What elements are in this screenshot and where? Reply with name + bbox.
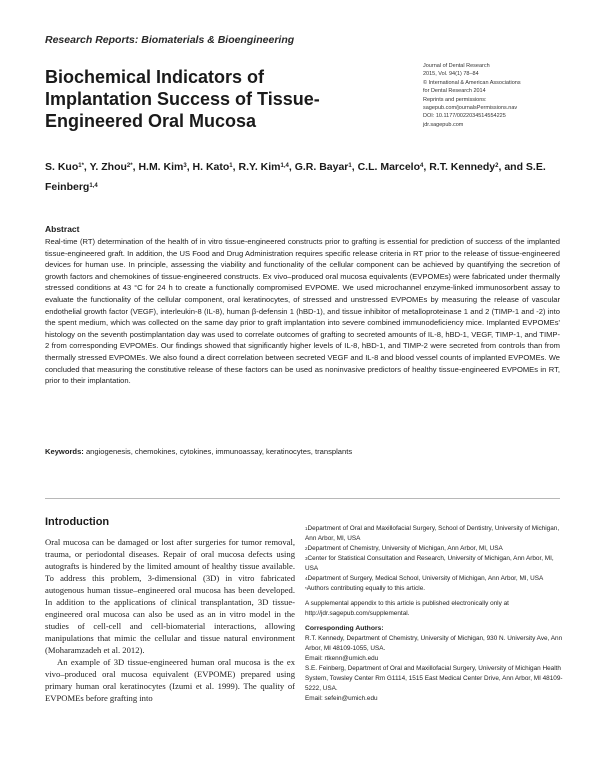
section-label: Research Reports: Biomaterials & Bioengineering bbox=[45, 34, 295, 46]
corresponding-email[interactable]: Email: sefein@umich.edu bbox=[305, 695, 378, 702]
meta-doi[interactable]: DOI: 10.1177/0022034514554225 bbox=[423, 113, 506, 120]
keywords-label: Keywords: bbox=[45, 447, 84, 456]
affiliation: $^4$Department of Surgery, Medical School, University of Michigan, Ann Arbor, MI, USA bbox=[305, 575, 544, 582]
supplemental-note: A supplemental appendix to this article is published electronically only at http://jdr.sagepub.com/supplemental. bbox=[305, 600, 509, 617]
corresponding-email[interactable]: Email: rtkenn@umich.edu bbox=[305, 655, 379, 662]
meta-volume: 2015, Vol. 94(1) 78–84 bbox=[423, 71, 479, 78]
meta-reprints: Reprints and permissions: bbox=[423, 96, 487, 103]
author: H.M. Kim$^3$ bbox=[138, 161, 187, 173]
author: C.L. Marcelo$^4$ bbox=[357, 161, 424, 173]
intro-paragraph: Oral mucosa can be damaged or lost after surgeries for tumor removal, trauma, or periodontal diseases. Repair of oral mucosa defects using autografts is hindered by the limited amount of healthy tissue available. To address this problem, 3-dimensional (3D) in vitro fabricated autogenous human tissue–engineered oral mucosa has been developed. In addition to the applications of clinical transplantation, 3D tissue-engineered oral mucosa can also be used as an in vitro model in the studies of cell-cell and cell-biomaterial interactions, allowing manipulations that mimic the cellular and tissue natural environment (Moharamzadeh et al. 2012). bbox=[45, 537, 295, 655]
article-title: Biochemical Indicators of Implantation Success of Tissue-Engineered Oral Mucosa bbox=[45, 67, 320, 131]
section-divider bbox=[45, 498, 560, 499]
intro-paragraph: An example of 3D tissue-engineered human oral mucosa is the ex vivo–produced oral mucosa equivalent (EVPOME) prepared using primary human oral keratinocytes (Izumi et al. 1999). The quality of EVPOMEs before grafting into bbox=[45, 657, 295, 703]
author-list: S. Kuo$^{1*}$, Y. Zhou$^{2*}$, H.M. Kim$^3$, H. Kato$^1$, R.Y. Kim$^{1,4}$, G.R. Bayar$^1$, C.L. Marcelo$^4$, R.T. Kennedy$^2$, and S.E. Feinberg$^{1,4}$ bbox=[45, 161, 546, 193]
abstract-body: Real-time (RT) determination of the health of in vitro tissue-engineered constructs prior to grafting is essential for prediction of success of the implanted tissue-engineered graft. In addition, the US Food and Drug Administration requires specific release criteria in RT prior to the release of tissue-engineered devices for human use. In principle, assessing the viability and functionality of the cellular component can be achieved by quantifying the secretion of growth factors and chemokines of tissue-engineered constructs. Ex vivo–produced oral mucosa equivalents (EVPOMEs) were fabricated under thermally stressed conditions at 43 °C for 24 h to create a functionally compromised EVPOME. We used microchannel enzyme-linked immunosorbent assay to evaluate the functionality of the cellular component, oral keratinocytes, of stressed and unstressed EVPOMEs by measuring the release of vascular endothelial growth factor (VEGF), interleukin-8 (IL-8), human β-defensin 1 (hBD-1), and tissue inhibitor of metalloproteinase 1 and 2 (TIMP-1 and -2) into the spent medium, which was collected on the same day prior to graft implantation into severe combined immunodeficiency mice. Implanted EVPOMEs' histology on the seventh postimplantation day was used to correlate outcomes of grafting to secreted amounts of IL-8, hBD-1, VEGF, TIMP-1, and TIMP-2 from corresponding EVPOMEs. Our findings showed that significantly higher levels of IL-8, hBD-1, and TIMP-2 were secreted from controls than from thermally stressed EVPOMEs. We also found a direct correlation between secreted VEGF and IL-8 and blood vessel counts of implanted EVPOMEs. We concluded that measuring the constitutive release of these factors can be used as noninvasive predictors of healthy tissue-engineered EVPOMEs in RT, prior to their implantation. bbox=[45, 237, 560, 386]
author: G.R. Bayar$^1$ bbox=[294, 161, 352, 173]
journal-meta bbox=[423, 62, 563, 129]
keywords-line bbox=[45, 447, 560, 456]
affiliation: $^1$Department of Oral and Maxillofacial Surgery, School of Dentistry, University of Michigan, Ann Arbor, MI, USA bbox=[305, 525, 560, 542]
meta-permissions-link[interactable]: sagepub.com/journalsPermissions.nav bbox=[423, 105, 518, 112]
abstract-heading: Abstract bbox=[45, 224, 80, 234]
abstract-section bbox=[45, 224, 560, 387]
footnotes-column bbox=[305, 524, 563, 704]
affiliation: $^3$Center for Statistical Consultation and Research, University of Michigan, Ann Arbor, MI, USA bbox=[305, 555, 554, 572]
meta-copyright-year: for Dental Research 2014 bbox=[423, 88, 486, 95]
author: H. Kato$^1$ bbox=[192, 161, 233, 173]
meta-journal: Journal of Dental Research bbox=[423, 63, 490, 69]
meta-copyright: © International & American Associations bbox=[423, 79, 521, 86]
affiliation: $^2$Department of Chemistry, University of Michigan, Ann Arbor, MI, USA bbox=[305, 545, 503, 552]
author: R.Y. Kim$^{1,4}$ bbox=[238, 161, 289, 173]
corresponding-heading: Corresponding Authors: bbox=[305, 625, 384, 632]
corresponding-author: S.E. Feinberg, Department of Oral and Maxillofacial Surgery, University of Michigan Health System, Towsley Center Rm G1114, 1515 East Medical Center Drive, Ann Arbor, MI 48109-5222, USA. bbox=[305, 665, 563, 692]
equal-contribution-note: *Authors contributing equally to this article. bbox=[305, 585, 426, 592]
author: S.E. Feinberg$^{1,4}$ bbox=[45, 161, 546, 193]
author: S. Kuo$^{1*}$ bbox=[45, 161, 84, 173]
introduction-body bbox=[45, 536, 295, 704]
author: R.T. Kennedy$^2$ bbox=[429, 161, 499, 173]
meta-journal-link[interactable]: jdr.sagepub.com bbox=[423, 121, 464, 128]
introduction-heading: Introduction bbox=[45, 516, 110, 528]
keywords-list: angiogenesis, chemokines, cytokines, immunoassay, keratinocytes, transplants bbox=[85, 447, 353, 456]
author: Y. Zhou$^{2*}$ bbox=[89, 161, 133, 173]
corresponding-author: R.T. Kennedy, Department of Chemistry, University of Michigan, 930 N. University Ave, Ann Arbor, MI 48109-1055, USA. bbox=[305, 635, 563, 652]
